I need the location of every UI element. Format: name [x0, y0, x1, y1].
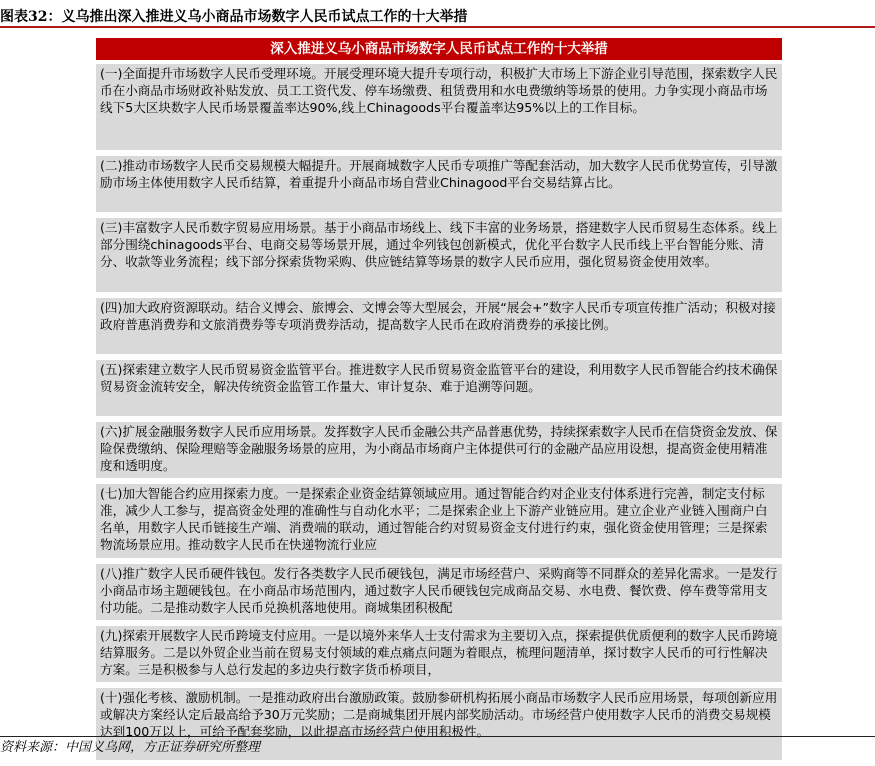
- measure-row-3: (三)丰富数字人民币数字贸易应用场景。基于小商品市场线上、线下丰富的业务场景，搭建数字人民币贸易生态体系。线上部分围绕chinagoods平台、电商交易等场景开展，通过伞列钱包创新模式，优化平台数字人民币线上平台智能分账、清分、收款等业务流程；线下部分探索货物采购、供应链结算等场景的数字人民币应用，强化贸易资金使用效率。: [96, 218, 782, 292]
- measures-table: [96, 38, 782, 766]
- measure-row-4: (四)加大政府资源联动。结合义博会、旅博会、文博会等大型展会，开展“展会+”数字人民币专项宣传推广活动；积极对接政府普惠消费券和文旅消费券等专项消费券活动，提高数字人民币在政府消费券的承接比例。: [96, 298, 782, 354]
- measure-row-7: (七)加大智能合约应用探索力度。一是探索企业资金结算领域应用。通过智能合约对企业支付体系进行完善，制定支付标准，减少人工参与，提高资金处理的准确性与自动化水平；二是探索企业上下游产业链应用。建立企业产业链入围商户白名单，用数字人民币链接生产端、消费端的联动，通过智能合约对贸易资金支付进行约束，强化资金使用管理；三是探索物流场景应用。推动数字人民币在快递物流行业应: [96, 484, 782, 558]
- table-header: 深入推进义乌小商品市场数字人民币试点工作的十大举措: [96, 38, 782, 60]
- figure-title: 图表32：义乌推出深入推进义乌小商品市场数字人民币试点工作的十大举措: [0, 6, 875, 28]
- measure-row-8: (八)推广数字人民币硬件钱包。发行各类数字人民币硬钱包，满足市场经营户、采购商等不同群众的差异化需求。一是发行小商品市场主题硬钱包。在小商品市场范围内，通过数字人民币硬钱包完成商品交易、水电费、餐饮费、停车费等常用支付功能。二是推动数字人民币兑换机落地使用。商城集团积极配: [96, 564, 782, 620]
- measure-row-10: (十)强化考核、激励机制。一是推动政府出台激励政策。鼓励参研机构拓展小商品市场数字人民币应用场景，每项创新应用或解决方案经认定后最高给予30万元奖励；二是商城集团开展内部奖励活动。市场经营户使用数字人民币的消费交易规模达到100万以上，可给予配套奖励，以此提高市场经营户使用积极性。: [96, 688, 782, 760]
- measure-row-5: (五)探索建立数字人民币贸易资金监管平台。推进数字人民币贸易资金监管平台的建设，利用数字人民币智能合约技术确保贸易资金流转安全，解决传统资金监管工作量大、审计复杂、难于追溯等问题。: [96, 360, 782, 416]
- measure-row-2: (二)推动市场数字人民币交易规模大幅提升。开展商城数字人民币专项推广等配套活动，加大数字人民币优势宣传，引导激励市场主体使用数字人民币结算，着重提升小商品市场自营业Chinagood平台交易结算占比。: [96, 156, 782, 212]
- measure-row-9: (九)探索开展数字人民币跨境支付应用。一是以境外来华人士支付需求为主要切入点，探索提供优质便利的数字人民币跨境结算服务。二是以外贸企业当前在贸易支付领域的难点痛点问题为着眼点，梳理问题清单，探讨数字人民币的可行性解决方案。三是积极参与人总行发起的多边央行数字货币桥项目，: [96, 626, 782, 682]
- measure-row-6: (六)扩展金融服务数字人民币应用场景。发挥数字人民币金融公共产品普惠优势，持续探索数字人民币在信贷资金发放、保险保费缴纳、保险理赔等金融服务场景的应用，为小商品市场商户主体提供可行的金融产品应用设想，提高资金使用精准度和透明度。: [96, 422, 782, 478]
- source-note: 资料来源：中国义乌网，方正证券研究所整理: [0, 736, 875, 760]
- measure-row-1: (一)全面提升市场数字人民币受理环境。开展受理环境大提升专项行动，积极扩大市场上下游企业引导范围，探索数字人民币在小商品市场财政补贴发放、员工工资代发、停车场缴费、租赁费用和水电费缴纳等场景的使用。力争实现小商品市场线下5大区块数字人民币场景覆盖率达90%,线上Chinagoods平台覆盖率达95%以上的工作目标。: [96, 64, 782, 150]
